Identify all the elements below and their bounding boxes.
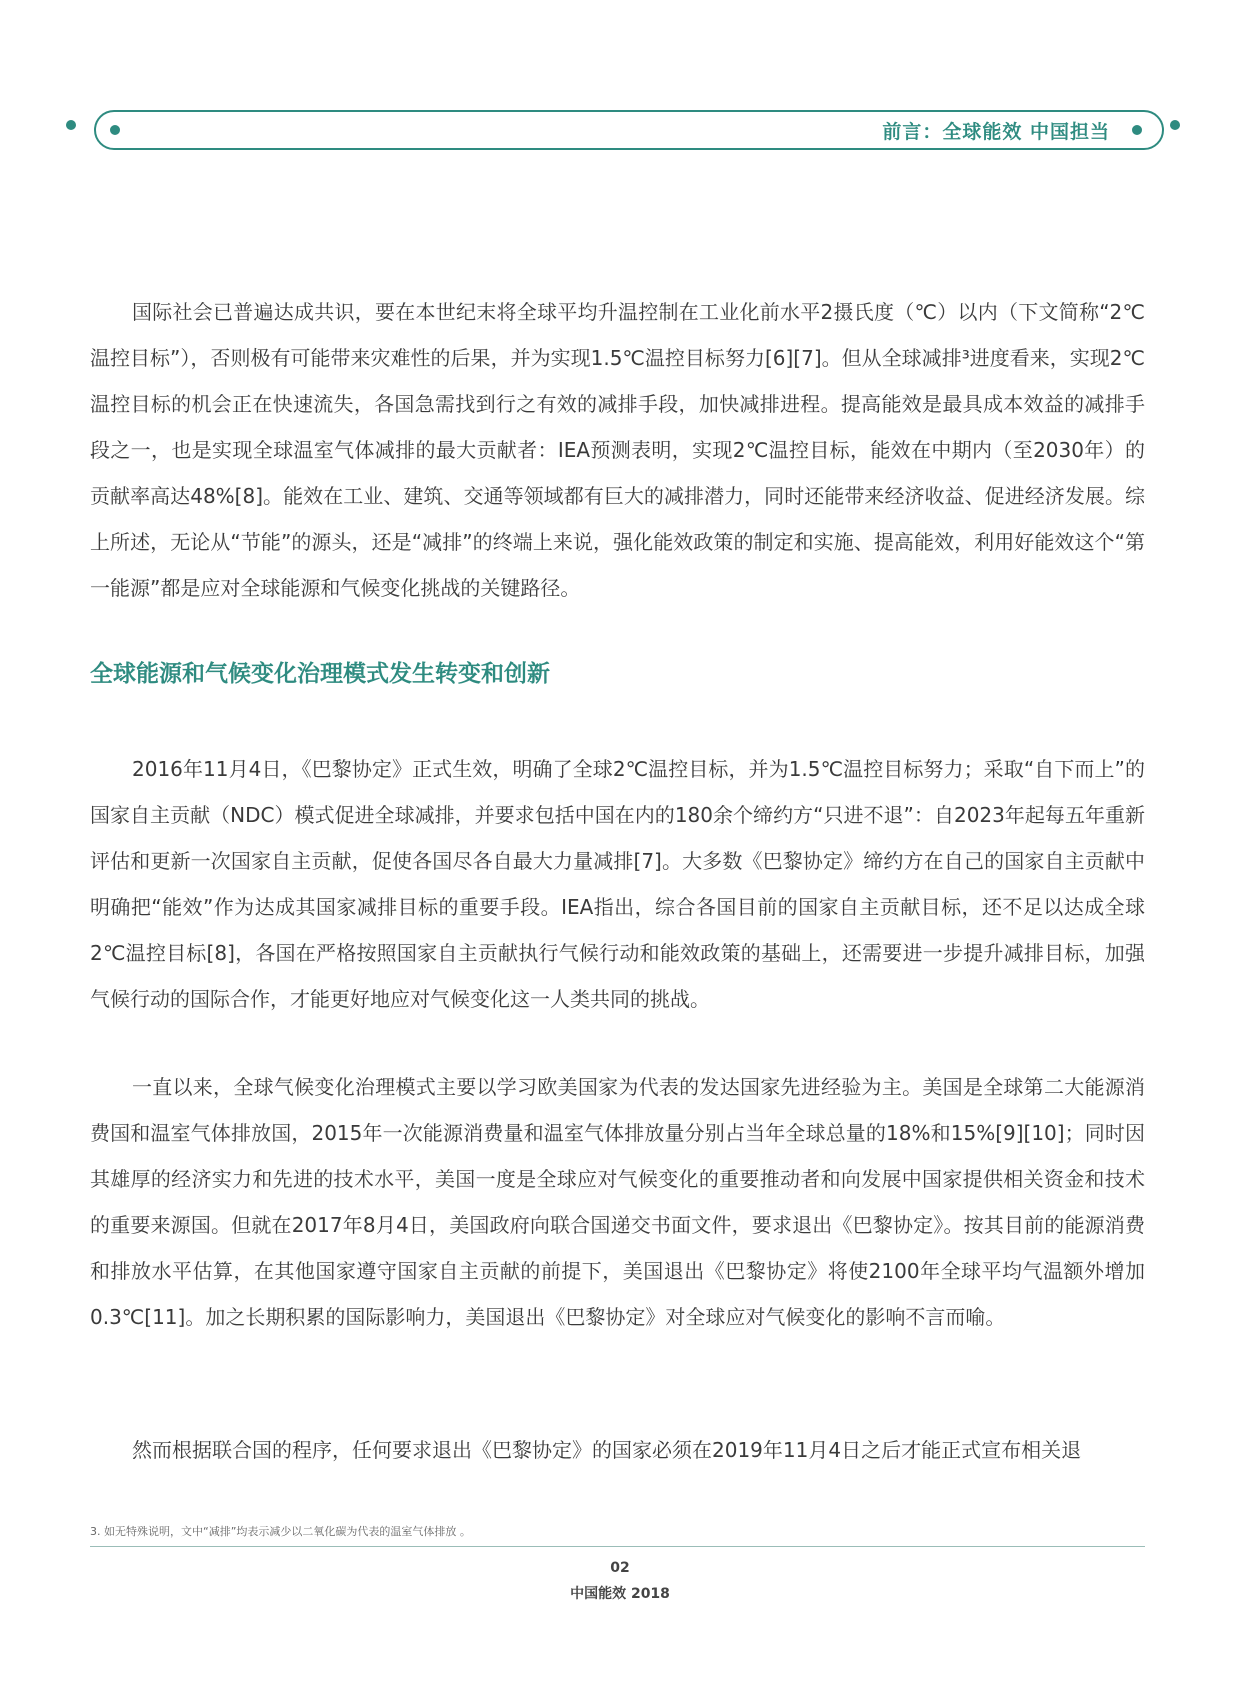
header-left-inner-dot — [110, 125, 120, 135]
footnote: 3. 如无特殊说明，文中“减排”均表示减少以二氧化碳为代表的温室气体排放 。 — [90, 1525, 471, 1538]
footer-divider — [90, 1546, 1145, 1547]
header-title: 前言：全球能效 中国担当 — [882, 121, 1110, 143]
page-header — [0, 0, 1240, 180]
paragraph-2: 2016年11月4日，《巴黎协定》正式生效，明确了全球2℃温控目标，并为1.5℃温控目标努力；采取“自下而上”的国家自主贡献（NDC）模式促进全球减排，并要求包括中国在内的180余个缔约方“只进不退”：自2023年起每五年重新评估和更新一次国家自主贡献，促使各国尽各自最大力量减排[7]。大多数《巴黎协定》缔约方在自己的国家自主贡献中明确把“能效”作为达成其国家减排目标的重要手段。IEA指出，综合各国目前的国家自主贡献目标，还不足以达成全球2℃温控目标[8]，各国在严格按照国家自主贡献执行气候行动和能效政策的基础上，还需要进一步提升减排目标，加强气候行动的国际合作，才能更好地应对气候变化这一人类共同的挑战。 — [90, 757, 1145, 1011]
paragraph-1: 国际社会已普遍达成共识，要在本世纪末将全球平均升温控制在工业化前水平2摄氏度（℃）以内（下文简称“2℃温控目标”），否则极有可能带来灾难性的后果，并为实现1.5℃温控目标努力[6][7]。但从全球减排³进度看来，实现2℃温控目标的机会正在快速流失，各国急需找到行之有效的减排手段，加快减排进程。提高能效是最具成本效益的减排手段之一，也是实现全球温室气体减排的最大贡献者：IEA预测表明，实现2℃温控目标，能效在中期内（至2030年）的贡献率高达48%[8]。能效在工业、建筑、交通等领域都有巨大的减排潜力，同时还能带来经济收益、促进经济发展。综上所述，无论从“节能”的源头，还是“减排”的终端上来说，强化能效政策的制定和实施、提高能效，利用好能效这个“第一能源”都是应对全球能源和气候变化挑战的关键路径。 — [90, 300, 1145, 600]
header-left-outer-dot — [66, 120, 76, 130]
page-number: 02 — [610, 1560, 630, 1576]
section-heading: 全球能源和气候变化治理模式发生转变和创新 — [90, 661, 550, 687]
header-right-outer-dot — [1170, 120, 1180, 130]
paragraph-3: 一直以来，全球气候变化治理模式主要以学习欧美国家为代表的发达国家先进经验为主。美国是全球第二大能源消费国和温室气体排放国，2015年一次能源消费量和温室气体排放量分别占当年全球总量的18%和15%[9][10]；同时因其雄厚的经济实力和先进的技术水平，美国一度是全球应对气候变化的重要推动者和向发展中国家提供相关资金和技术的重要来源国。但就在2017年8月4日，美国政府向联合国递交书面文件，要求退出《巴黎协定》。按其目前的能源消费和排放水平估算，在其他国家遵守国家自主贡献的前提下，美国退出《巴黎协定》将使2100年全球平均气温额外增加0.3℃[11]。加之长期积累的国际影响力，美国退出《巴黎协定》对全球应对气候变化的影响不言而喻。 — [90, 1075, 1145, 1329]
publication-title: 中国能效 2018 — [570, 1586, 670, 1602]
header-right-inner-dot — [1132, 125, 1142, 135]
paragraph-4: 然而根据联合国的程序，任何要求退出《巴黎协定》的国家必须在2019年11月4日之后才能正式宣布相关退 — [132, 1438, 1082, 1462]
